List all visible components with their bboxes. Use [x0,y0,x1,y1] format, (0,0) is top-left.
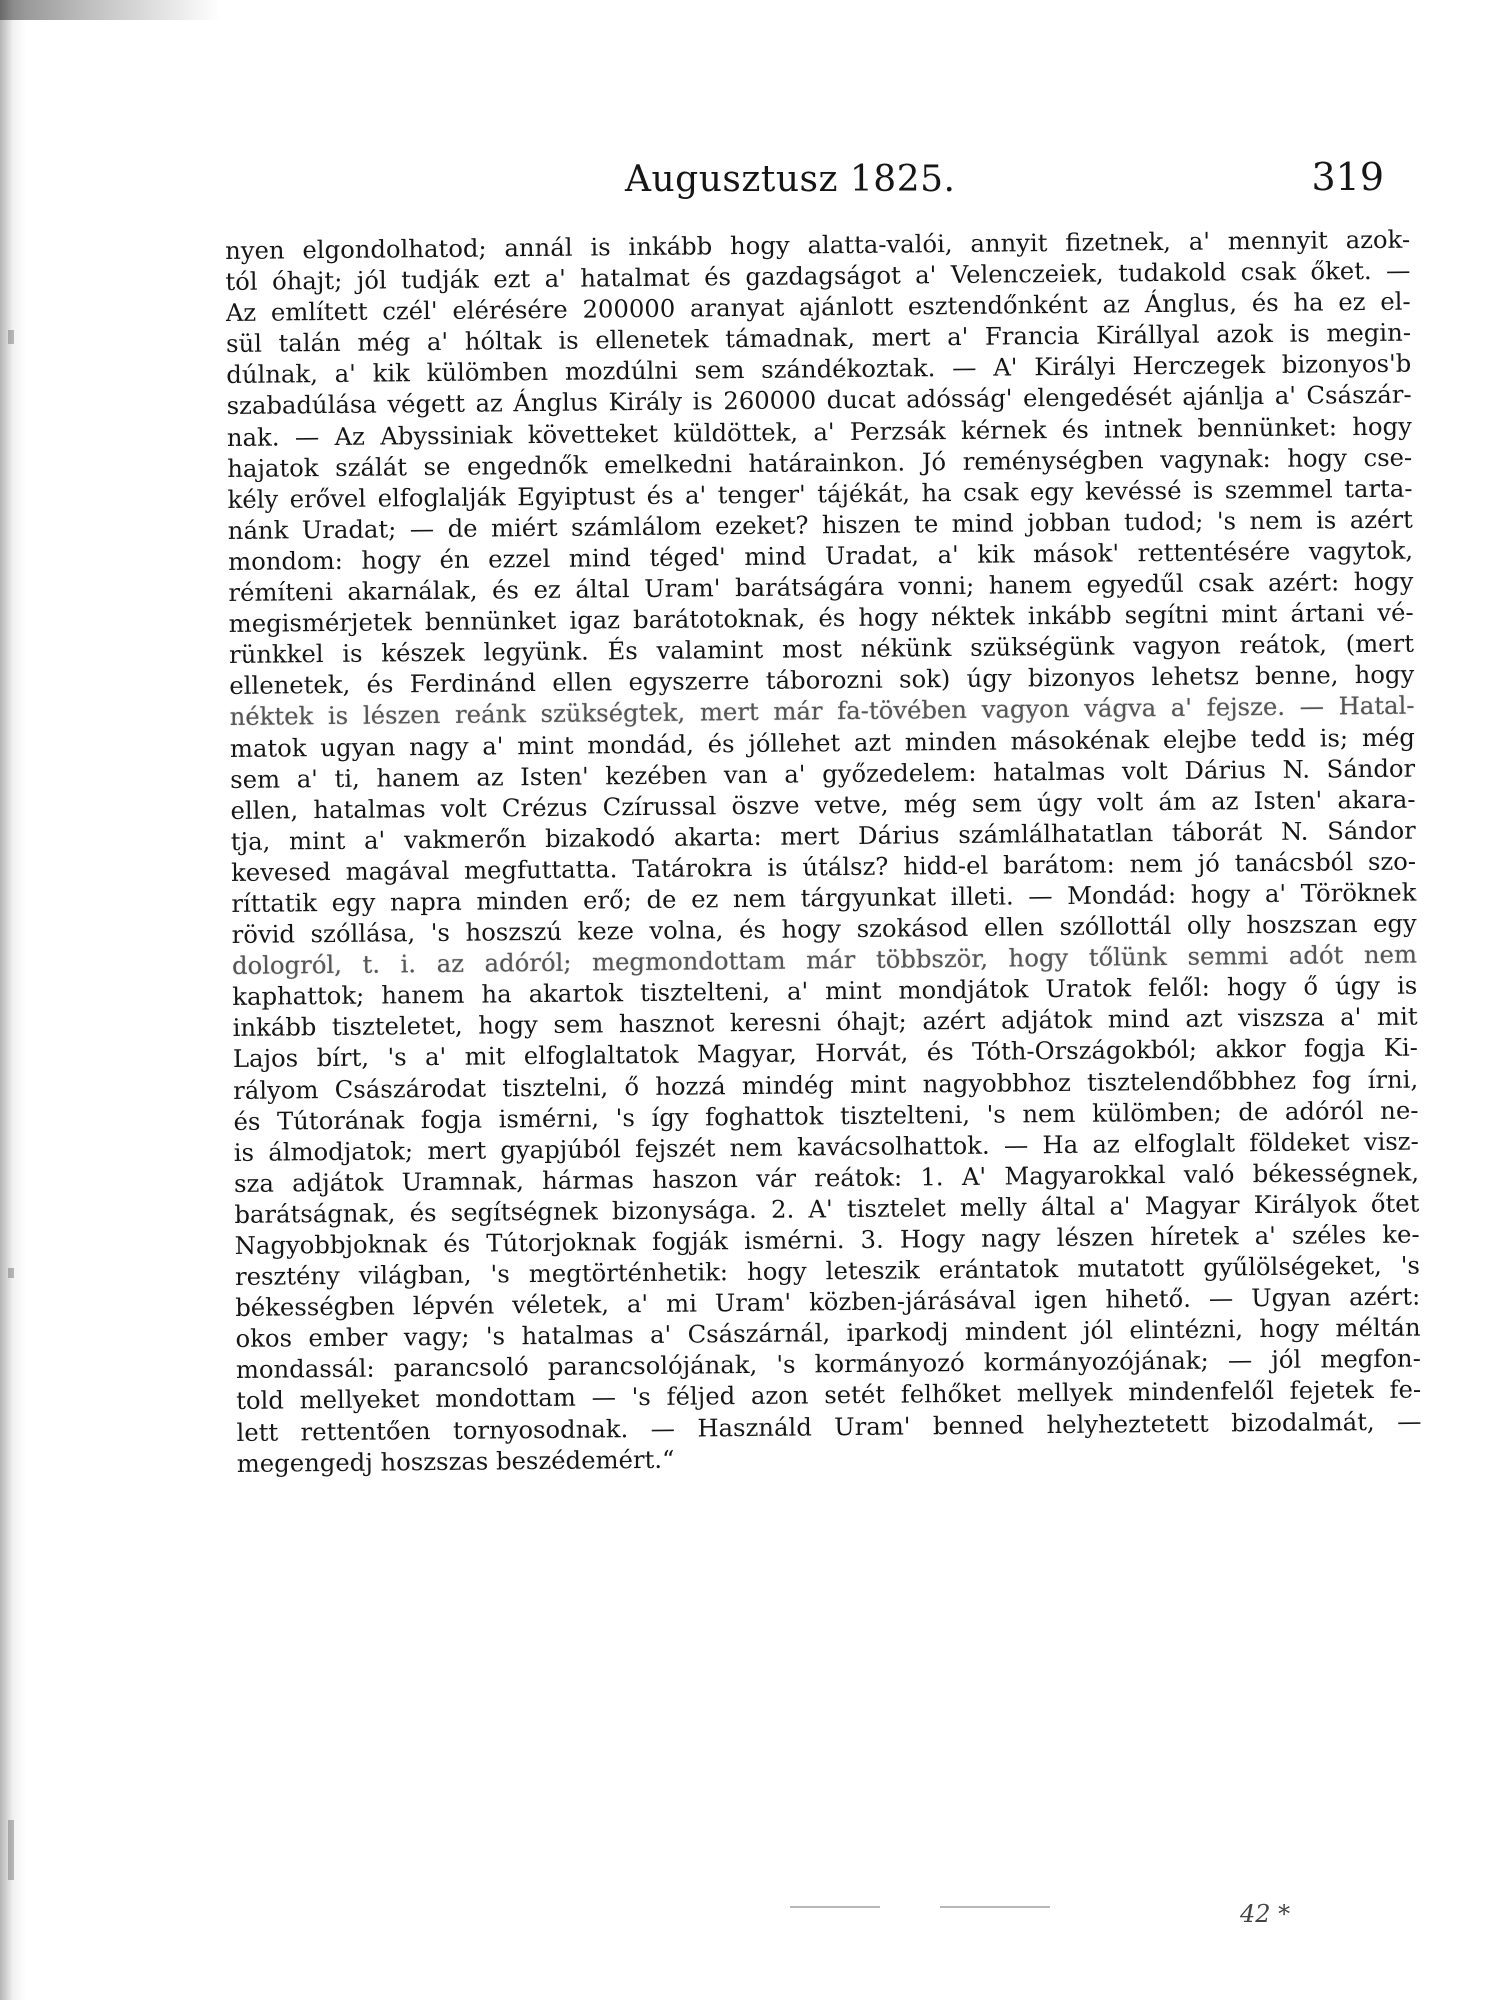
text-line: rövid szóllása, 's hoszszú keze volna, és hogy szokásod ellen szóllottál olly hoszszan egy [231,908,1417,950]
text-line: megismérjetek bennünket igaz barátotoknak, és hogy néktek inkább segítni mint ártani vé- [228,597,1414,639]
text-line: mondassál: parancsoló parancsolójának, 's kormányozó kormányozójának; — jól megfon- [235,1343,1421,1385]
text-line-faded: dologról, t. i. az adóról; megmondottam már többször, hogy tőlünk semmi adót nem [231,939,1418,981]
text-line: sza adjátok Uramnak, hármas haszon vár reátok: 1. A' Magyarokkal való békességnek, [233,1157,1420,1198]
text-line: kély erővel elfoglalják Egyiptust és a' tenger' tájékát, ha csak egy kevéssé is szemmel tarta- [227,473,1413,514]
footer-divider [790,1906,880,1908]
text-line: barátságnak, és segítségnek bizonysága. 2. A' tisztelet melly által a' Magyar Királyok őtet [234,1188,1420,1229]
text-line: Lajos bírt, 's a' mit elfoglaltatok Magyar, Horvát, és Tóth-Országokból; akkor fogja Ki- [232,1033,1418,1074]
text-line: matok ugyan nagy a' mint mondád, és jóllehet azt minden másokénak elejbe tedd is; még [229,722,1416,763]
scan-streak [0,0,220,20]
text-line: rémíteni akarnálak, és ez által Uram' barátságára vonni; hanem egyedűl csak azért: hogy [228,566,1414,608]
text-line: ellenetek, és Ferdinánd ellen egyszerre táborozni sok) úgy bizonyos lehetsz benne, hogy [229,659,1415,701]
binding-shadow [0,0,26,2000]
text-line: kevesed magával megfuttatta. Tatárokra is útálsz? hidd-el barátom: nem jó tanácsból szo- [230,846,1417,887]
margin-mark [8,330,14,344]
text-line: rünkkel is készek legyünk. És valamint most nékünk szükségünk vagyon reátok, (mert [228,628,1415,670]
text-line-last: megengedj hoszszas beszédemért.“ [236,1444,675,1478]
text-line: tja, mint a' vakmerőn bizakodó akarta: mert Dárius számlálhatatlan táborát N. Sándor [230,815,1416,856]
text-line: és Tútorának fogja ismérni, 's így foghattok tisztelteni, 's nem külömben; de adóról ne- [233,1095,1419,1136]
text-line: okos ember vagy; 's hatalmas a' Császárnál, iparkodj mindent jól elintézni, hogy méltán [235,1312,1421,1354]
text-line: ríttatik egy napra minden erő; de ez nem tárgyunkat illeti. — Mondád: hogy a' Töröknek [231,877,1417,918]
running-title: Augusztusz 1825. [625,159,956,200]
page-header [230,155,1430,215]
body-text [225,224,1422,1479]
margin-mark [8,1268,14,1278]
text-line: sem a' ti, hanem az Isten' kezében van a' győzedelem: hatalmas volt Dárius N. Sándor [230,753,1416,794]
text-line: nyen elgondolhatod; annál is inkább hogy alatta-valói, annyit fizetnek, a' mennyit azok- [225,224,1411,265]
text-line: inkább tiszteletet, hogy sem hasznot keresni óhajt; azért adjátok mind azt viszsza a' mit [232,1001,1418,1043]
page-number: 319 [1311,155,1384,199]
signature-mark: 42 * [1240,1900,1291,1928]
footer-divider [940,1906,1050,1908]
text-line: Az említett czél' elérésére 200000 aranyat ajánlott esztendőnként az Ánglus, és ha ez el- [225,286,1411,328]
text-line: tól óhajt; jól tudják ezt a' hatalmat és gazdagságot a' Velenczeiek, tudakold csak őket. — [225,255,1411,297]
text-line: szabadúlása végett az Ánglus Király is 260000 ducat adósság' elengedését ajánlja a' Császár- [226,380,1412,421]
text-line: nánk Uradat; — de miért számlálom ezeket? hiszen te mind jobban tudod; 's nem is azért [227,504,1413,545]
text-line: kaphattok; hanem ha akartok tisztelteni, a' mint mondjátok Uratok felől: hogy ő úgy is [232,970,1418,1012]
text-line-faded: néktek is lészen reánk szükségtek, mert már fa-tövében vagyon vágva a' fejsze. — Hatal- [229,691,1415,732]
text-line: is álmodjatok; mert gyapjúból fejszét nem kavácsolhattok. — Ha az elfoglalt földeket visz- [233,1126,1419,1167]
text-line: rályom Császárodat tisztelni, ő hozzá mindég mint nagyobbhoz tisztelendőbbhez fog írni, [233,1064,1419,1105]
margin-mark [8,1820,14,1880]
text-line: békességben lépvén véletek, a' mi Uram' közben-járásával igen hihető. — Ugyan azért: [235,1281,1421,1323]
text-line: nak. — Az Abyssiniak követteket küldöttek, a' Perzsák kérnek és intnek bennünket: hogy [226,411,1413,452]
text-line: lett rettentően tornyosodnak. — Használd Uram' benned helyheztetett bizodalmát, — [236,1406,1422,1447]
text-line: resztény világban, 's megtörténhetik: hogy leteszik erántatok mutatott gyűlölségeket, 's [234,1250,1421,1292]
text-line: Nagyobbjoknak és Tútorjoknak fogják ismérni. 3. Hogy nagy lészen híretek a' széles ke- [234,1219,1420,1260]
text-line: told mellyeket mondottam — 's féljed azon setét felhőket mellyek mindenfelől fejetek fe- [236,1375,1422,1416]
text-line: hajatok szálát se engednők emelkedni határainkon. Jó reménységben vagynak: hogy cse- [227,442,1413,483]
text-line: sül talán még a' hóltak is ellenetek támadnak, mert a' Francia Királlyal azok is megin- [225,317,1412,359]
text-line: dúlnak, a' kik külömben mozdúlni sem szándékoztak. — A' Királyi Herczegek bizonyos'b [226,348,1412,390]
text-line: mondom: hogy én ezzel mind téged' mind Uradat, a' kik mások' rettentésére vagytok, [227,535,1414,576]
text-line: ellen, hatalmas volt Crézus Czírussal öszve vetve, még sem úgy volt ám az Isten' akara- [230,784,1416,825]
